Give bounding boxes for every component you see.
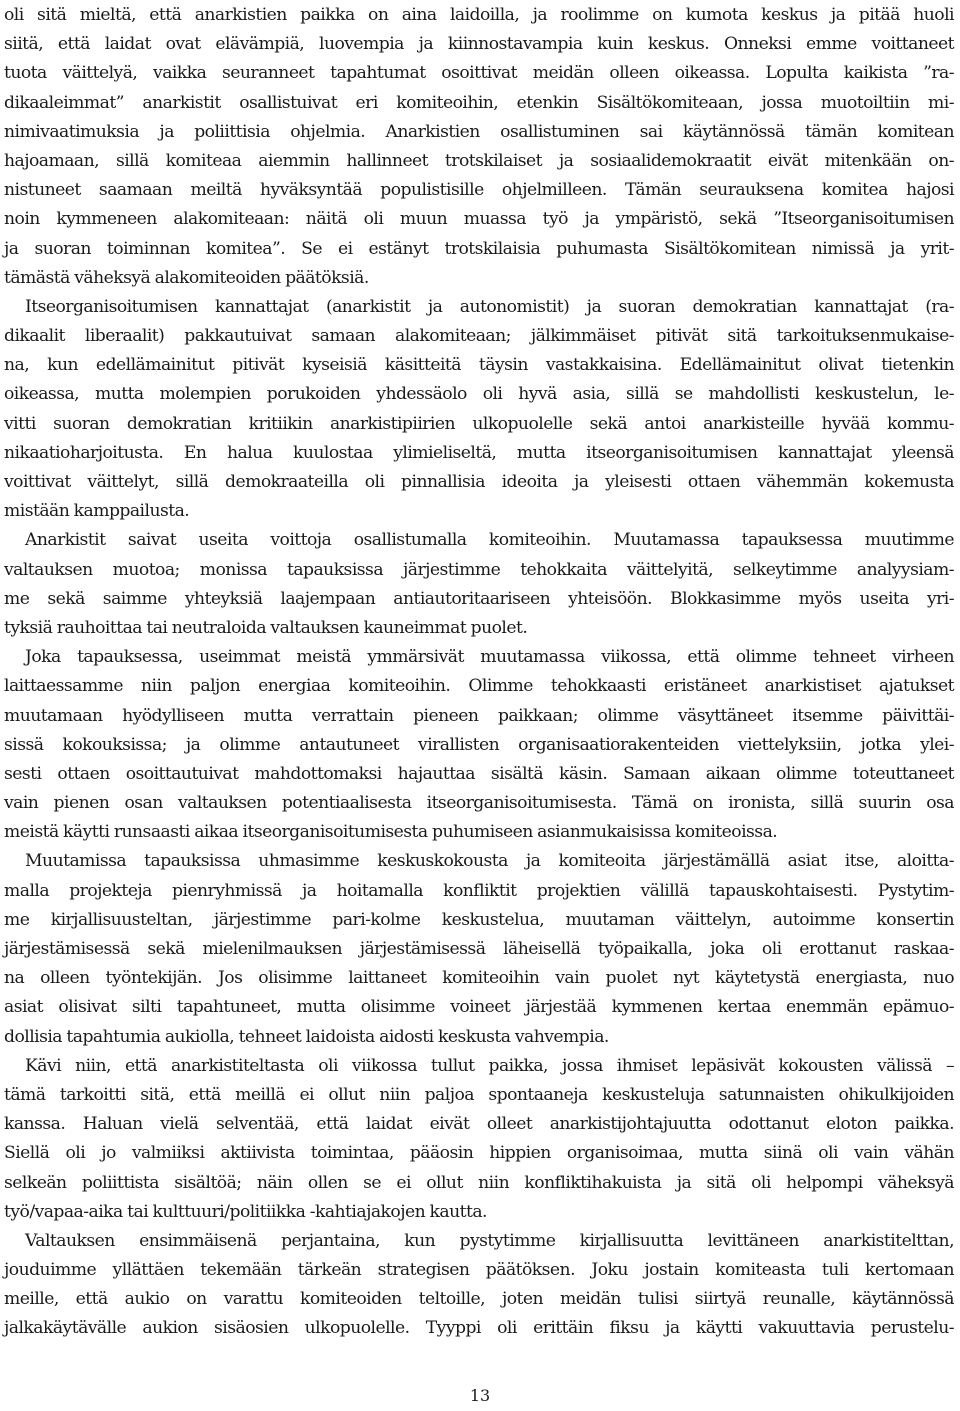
text-line: dollisia tapahtumia aukiolla, tehneet laidoista aidosti keskusta vahvempia.	[4, 1026, 609, 1047]
text-line: Anarkistit saivat useita voittoja osallistumalla komiteoihin. Muutamassa tapauksessa muutimme	[25, 530, 954, 551]
text-line: na, kun edellämainitut pitivät kyseisiä käsitteitä täysin vastakkaisina. Edellämainitut olivat tietenkin	[4, 355, 954, 376]
text-line: tyksiä rauhoittaa tai neutraloida valtauksen kauneimmat puolet.	[4, 617, 528, 638]
text-line: siitä, että laidat ovat elävämpiä, luovempia ja kiinnostavampia kuin keskus. Onneksi emme voittaneet	[4, 34, 954, 55]
text-line: asiat olisivat silti tapahtuneet, mutta olisimme voineet järjestää kymmenen kertaa enemmän epämuo-	[4, 997, 954, 1018]
text-line: sissä kokouksissa; ja olimme antautuneet virallisten organisaatiorakenteiden viettelyksiin, jotka ylei-	[4, 734, 954, 755]
page-number: 13	[469, 1386, 491, 1405]
text-line: tämästä väheksyä alakomiteoiden päätöksiä.	[4, 267, 369, 288]
text-line: nikaatioharjoitusta. En halua kuulostaa ylimieliseltä, mutta itseorganisoitumisen kannattajat yleensä	[4, 442, 954, 463]
text-line: meistä käytti runsaasti aikaa itseorganisoitumisesta puhumiseen asianmukaisissa komiteoissa.	[4, 822, 778, 843]
text-line: hajoamaan, sillä komiteaa aiemmin hallinneet trotskilaiset ja sosiaalidemokraatit eivät mitenkään on-	[4, 150, 954, 171]
text-line: jouduimme yllättäen tekemään tärkeän strategisen päätöksen. Joku jostain komiteasta tuli kertomaan	[4, 1260, 954, 1281]
text-line: oli sitä mieltä, että anarkistien paikka on aina laidoilla, ja roolimme on kumota keskus ja pitää huoli	[4, 5, 954, 25]
text-line: malla projekteja pienryhmissä ja hoitamalla konfliktit projektien välillä tapauskohtaisesti. Pystytim-	[4, 880, 954, 901]
text-line: nimivaatimuksia ja poliittisia ohjelmia. Anarkistien osallistuminen sai käytännössä tämän komitean	[4, 121, 954, 142]
text-line: selkeän poliittista sisältöä; näin ollen se ei ollut niin konfliktihakuista ja sitä oli helpompi väheksyä	[4, 1172, 954, 1193]
text-line: dikaaleimmat” anarkistit osallistuivat eri komiteoihin, etenkin Sisältökomiteaan, jossa muotoiltiin mi-	[4, 92, 954, 113]
text-line: tuota väittelyä, vaikka seuranneet tapahtumat osoittivat meidän olleen oikeassa. Lopulta kaikista ”ra-	[4, 63, 954, 84]
text-line: voittivat väittelyt, sillä demokraateilla oli pinnallisia ideoita ja yleisesti ottaen vähemmän kokemusta	[4, 472, 954, 492]
text-line: meille, että aukio on varattu komiteoiden teltoille, joten meidän tulisi siirtyä reunalle, käytännössä	[4, 1289, 954, 1310]
text-line: na olleen työntekijän. Jos olisimme laittaneet komiteoihin vain puolet nyt käytetystä energiasta, nuo	[4, 968, 954, 989]
text-line: dikaalit liberaalit) pakkautuivat samaan alakomiteaan; jälkimmäiset pitivät sitä tarkoituksenmukaise-	[4, 326, 954, 347]
text-line: muutamaan hyödylliseen mutta verrattain pieneen paikkaan; olimme väsyttäneet itsemme päivittäi-	[4, 705, 954, 726]
text-line: tämä tarkoitti sitä, että meillä ei ollut niin paljoa spontaaneja keskusteluja satunnaisten ohikulkijoiden	[4, 1084, 954, 1105]
text-line: sesti ottaen osoittautuivat mahdottomaksi hajauttaa sisältä käsin. Samaan aikaan olimme toteuttaneet	[4, 763, 954, 784]
text-line: ja suoran toiminnan komitea”. Se ei estänyt trotskilaisia puhumasta Sisältökomitean nimissä ja yrit-	[4, 238, 954, 259]
text-line: valtauksen muotoa; monissa tapauksissa järjestimme tehokkaita väittelyitä, selkeytimme analyysiam-	[4, 559, 954, 580]
text-line: me kirjallisuusteltan, järjestimme pari-kolme keskustelua, muutaman väittelyn, autoimme konsertin	[4, 909, 954, 930]
text-line: mistään kamppailusta.	[4, 501, 190, 522]
text-line: kanssa. Haluan vielä selventää, että laidat eivät olleet anarkistijohtajuutta odottanut eloton paikka.	[4, 1114, 954, 1135]
text-line: noin kymmeneen alakomiteaan: näitä oli muun muassa työ ja ympäristö, sekä ”Itseorganisoitumisen	[4, 209, 954, 230]
text-line: Siellä oli jo valmiiksi aktiivista toimintaa, pääosin hippien organisoimaa, mutta siinä oli vain vähän	[4, 1143, 954, 1164]
text-line: vitti suoran demokratian kritiikin anarkistipiirien ulkopuolelle sekä antoi anarkisteille hyvää kommu-	[4, 413, 954, 434]
text-line: nistuneet saamaan meiltä hyväksyntää populistisille ohjelmilleen. Tämän seurauksena komitea hajosi	[4, 180, 954, 201]
body-text	[4, 1, 954, 1344]
document-page	[4, 0, 954, 1411]
text-line: Joka tapauksessa, useimmat meistä ymmärsivät muutamassa viikossa, että olimme tehneet virheen	[25, 647, 954, 668]
text-line: vain pienen osan valtauksen potentiaalisesta itseorganisoitumisesta. Tämä on ironista, sillä suurin osa	[4, 793, 954, 814]
text-line: järjestämisessä sekä mielenilmauksen järjestämisessä läheisellä työpaikalla, joka oli erottanut raskaa-	[4, 939, 954, 959]
text-line: työ/vapaa-aika tai kulttuuri/politiikka -kahtiajakojen kautta.	[4, 1201, 487, 1222]
text-line: oikeassa, mutta molempien porukoiden yhdessäolo oli hyvä asia, sillä se mahdollisti keskustelun, le-	[4, 384, 954, 405]
text-line: jalkakäytävälle aukion sisäosien ulkopuolelle. Tyyppi oli erittäin fiksu ja käytti vakuuttavia perustelu-	[4, 1318, 954, 1339]
text-line: me sekä saimme yhteyksiä laajempaan antiautoritaariseen yhteisöön. Blokkasimme myös useita yri-	[4, 588, 954, 609]
text-line: Itseorganisoitumisen kannattajat (anarkistit ja autonomistit) ja suoran demokratian kannattajat (ra-	[25, 296, 954, 317]
text-line: Muutamissa tapauksissa uhmasimme keskuskokousta ja komiteoita järjestämällä asiat itse, aloitta-	[25, 851, 954, 872]
text-line: Valtauksen ensimmäisenä perjantaina, kun pystytimme kirjallisuutta levittäneen anarkistitelttan,	[25, 1230, 954, 1251]
text-line: Kävi niin, että anarkistiteltasta oli viikossa tullut paikka, jossa ihmiset lepäsivät kokousten välissä –	[25, 1055, 954, 1076]
text-line: laittaessamme niin paljon energiaa komiteoihin. Olimme tehokkaasti eristäneet anarkistiset ajatukset	[4, 676, 954, 697]
